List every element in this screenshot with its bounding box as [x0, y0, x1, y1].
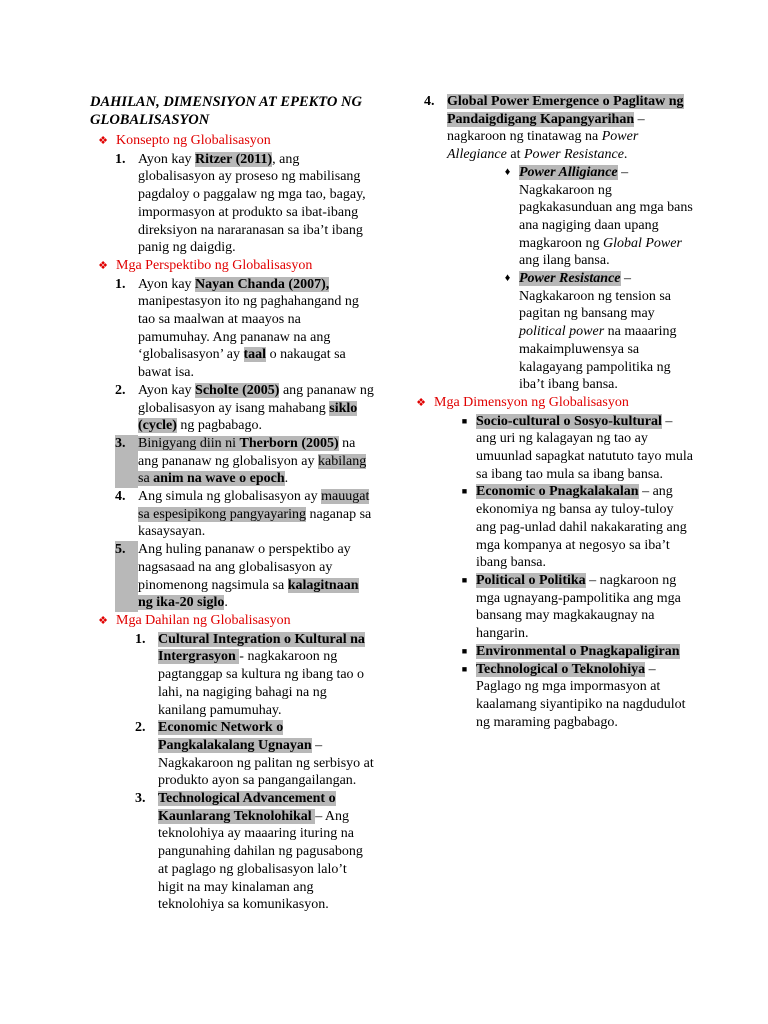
- list-item: 2. Economic Network o Pangkalakalang Ugnayan – Nagkakaroon ng palitan ng serbisyo at produkto ayon sa pangangailangan.: [135, 720, 374, 789]
- list-item: 3. Technological Advancement o Kaunlarang Teknolohikal – Ang teknolohiya ay maaaring ituring na pangunahing dahilan ng pagusabong at paglago ng globalisasyon lalo’t higit na may kinalaman ang teknolohiya sa komunikasyon.: [135, 791, 363, 913]
- list-item: ■ Economic o Pnagkalakalan – ang ekonomiya ng bansa ay tuloy-tuloy ang pag-unlad dahil nakakarating ang mga kompanya at negosyo sa iba’t ibang bansa.: [408, 483, 693, 572]
- diamond-bullet-icon: ❖: [98, 259, 108, 272]
- list-item: ■ Political o Politika – nagkaroon ng mga ugnayang-pampolitika ang mga bansang may magkakaugnay na hangarin.: [408, 572, 693, 643]
- list-item: 3. Binigyang diin ni Therborn (2005) na ang pananaw ng globalisyon ay kabilang sa anim na wave o epoch.: [115, 435, 367, 487]
- list-item: ♦ Power Resistance – Nagkakaroon ng tension sa pagitan ng bansang may political power na maaaring makaimpluwensya sa kalagayang pampolitika ng iba’t ibang bansa.: [408, 270, 693, 394]
- diamond-bullet-icon: ❖: [416, 396, 426, 409]
- square-bullet-icon: ■: [461, 486, 468, 497]
- diamond-bullet-icon: ❖: [98, 614, 108, 627]
- left-column: [90, 93, 375, 914]
- list-item: ■ Socio-cultural o Sosyo-kultural – ang uri ng kalagayan ng tao ay umuunlad sapagkat natututo tayo mula sa ibang tao mula sa ibang bansa.: [408, 413, 693, 484]
- list-item: 4. Global Power Emergence o Paglitaw ng Pandaigdigang Kapangyarihan – nagkaroon ng tinatawag na Power Allegiance at Power Resistance.: [424, 94, 684, 163]
- list-item: 1. Ayon kay Ritzer (2011), ang globalisasyon ay proseso ng mabilisang pagdaloy o paggalaw ng mga tao, bagay, impormasyon at produkto sa ibat-ibang direksiyon na nararanasan sa iba’t ibang panig ng daigdig.: [115, 151, 366, 256]
- diamond-bullet-icon: ♦: [504, 165, 511, 178]
- section-heading-dimensyon: ❖ Mga Dimensyon ng Globalisasyon: [408, 394, 693, 413]
- square-bullet-icon: ■: [461, 645, 468, 656]
- list-item: ■ Environmental o Pnagkapaligiran: [408, 643, 693, 661]
- list-item: ■ Technological o Teknolohiya – Paglago ng mga impormasyon at kaalamang siyantipiko na nagdudulot ng maraming pagbabago.: [408, 661, 693, 732]
- diamond-bullet-icon: ❖: [98, 135, 108, 147]
- square-bullet-icon: ■: [461, 574, 468, 585]
- right-column: [408, 93, 693, 731]
- list-item: 1. Ayon kay Nayan Chanda (2007), manipestasyon ito ng paghahangand ng tao sa maalwan at maayos na pamumuhay. Ang pananaw na ang ‘globalisasyon’ ay taal o nakaugat sa bawat isa.: [115, 276, 359, 381]
- section-heading-dahilan: ❖ Mga Dahilan ng Globalisasyon: [90, 612, 375, 631]
- page-title: DAHILAN, DIMENSIYON AT EPEKTO NG GLOBALISASYON: [90, 94, 362, 128]
- list-item: ♦ Power Alligiance – Nagkakaroon ng pagkakasunduan ang mga bans ana nagiging daan upang magkaroon ng Global Power ang ilang bansa.: [408, 164, 693, 270]
- section-heading-perspektibo: ❖ Mga Perspektibo ng Globalisasyon: [90, 257, 375, 276]
- list-item: 4. Ang simula ng globalisasyon ay mauugat sa espesipikong pangyayaring naganap sa kasaysayan.: [115, 489, 372, 540]
- square-bullet-icon: ■: [461, 663, 468, 674]
- list-item: 2. Ayon kay Scholte (2005) ang pananaw ng globalisasyon ay isang mahabang siklo (cycle) ng pagbabago.: [115, 382, 374, 434]
- square-bullet-icon: ■: [461, 415, 468, 426]
- section-heading-konsepto: ❖ Konsepto ng Globalisasyon: [90, 132, 375, 151]
- list-item: 1. Cultural Integration o Kultural na Intergrasyon - nagkakaroon ng pagtanggap sa kultura ng ibang tao o lahi, na nagiging bahagi na ng kanilang pamumuhay.: [135, 631, 365, 718]
- diamond-bullet-icon: ♦: [504, 272, 511, 285]
- list-item: 5. Ang huling pananaw o perspektibo ay nagsasaad na ang globalisasyon ay pinomenong nagsimula sa kalagitnaan ng ika-20 siglo.: [115, 542, 359, 611]
